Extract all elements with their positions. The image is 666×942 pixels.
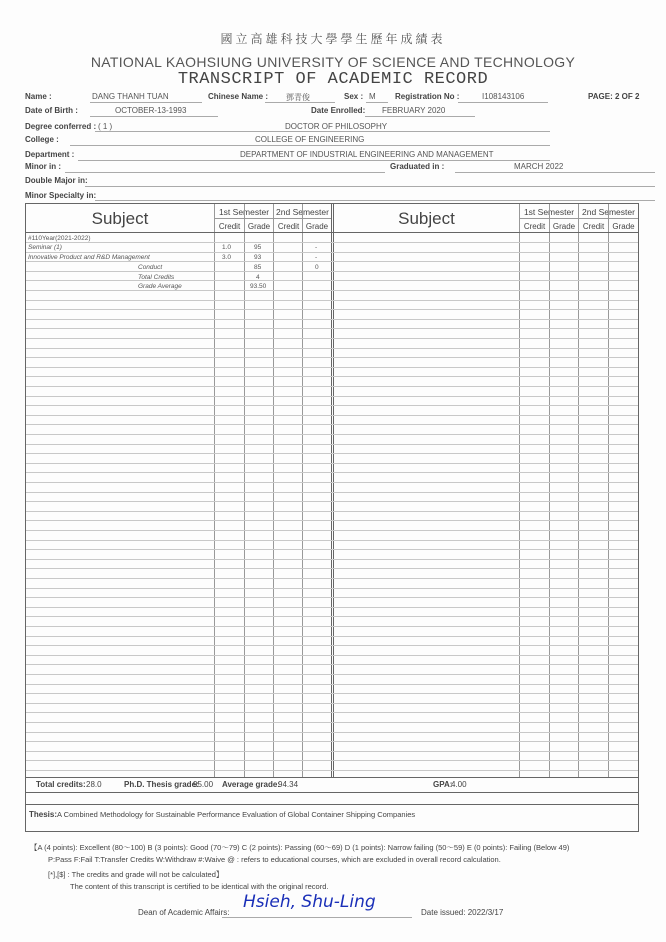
row-line xyxy=(26,568,638,569)
row-line xyxy=(26,607,638,608)
credit-header: Credit xyxy=(523,222,546,231)
grade-header: Grade xyxy=(247,222,271,231)
date-issued: Date issued: 2022/3/17 xyxy=(421,908,504,917)
total-credits-summary: 28.0 xyxy=(86,780,102,789)
row-line xyxy=(26,588,638,589)
row-line xyxy=(26,520,638,521)
row-line xyxy=(26,386,638,387)
conduct-grade: 85 xyxy=(254,264,262,271)
total-credits-label: Total Credits xyxy=(138,274,175,281)
degree-number: ( 1 ) xyxy=(98,122,113,131)
row-line xyxy=(26,578,638,579)
name-label: Name : xyxy=(25,92,52,101)
degree-value: DOCTOR OF PHILOSOPHY xyxy=(285,122,388,131)
row-line xyxy=(26,300,638,301)
row-line xyxy=(26,732,638,733)
row-line xyxy=(26,492,638,493)
row-line xyxy=(26,770,638,771)
row-line xyxy=(26,559,638,560)
grade-header: Grade xyxy=(612,222,635,231)
grade-value: 95 xyxy=(254,244,262,251)
page-number: PAGE: 2 OF 2 xyxy=(588,92,640,101)
row-line xyxy=(26,415,638,416)
sex-label: Sex : xyxy=(344,92,364,101)
row-line xyxy=(26,597,638,598)
row-line xyxy=(26,501,638,502)
double-major-label: Double Major in: xyxy=(25,176,88,185)
year-heading: #110Year(2021-2022) xyxy=(28,235,91,242)
row-line xyxy=(26,396,638,397)
sem2-header-left: 2nd Semester xyxy=(276,207,329,217)
college-value: COLLEGE OF ENGINEERING xyxy=(255,135,365,144)
chinese-title: 國立高雄科技大學學生歷年成績表 xyxy=(220,32,446,46)
sem1-header-left: 1st Semester xyxy=(218,207,270,217)
row-line xyxy=(26,655,638,656)
graduated-label: Graduated in : xyxy=(390,162,445,171)
row-line xyxy=(26,664,638,665)
total-credits-summary-label: Total credits: xyxy=(36,780,86,789)
chinese-name-label: Chinese Name : xyxy=(208,92,269,101)
department-value: DEPARTMENT OF INDUSTRIAL ENGINEERING AND MANAGEMENT xyxy=(240,150,494,159)
calculation-note: [*],[$] : The credits and grade will not be calculated】 xyxy=(48,870,224,879)
subject-header-right: Subject xyxy=(398,209,455,228)
document-title: TRANSCRIPT OF ACADEMIC RECORD xyxy=(177,70,489,89)
college-label: College : xyxy=(25,135,59,144)
grade-codes: P:Pass F:Fail T:Transfer Credits W:Withdraw #:Waive @ : refers to educational courses, which are excluded in overall record calculation. xyxy=(48,855,501,864)
sem1-header-right: 1st Semester xyxy=(523,207,575,217)
conduct-label: Conduct xyxy=(138,264,163,271)
header-divider xyxy=(519,218,638,219)
thesis-grade: 95.00 xyxy=(193,780,214,789)
row-line xyxy=(26,472,638,473)
subject-name: Innovative Product and R&D Management xyxy=(28,254,150,261)
gpa-label: GPA: xyxy=(433,780,453,789)
enrolled-value: FEBRUARY 2020 xyxy=(382,106,446,115)
grades-table xyxy=(25,203,639,778)
minor-label: Minor in : xyxy=(25,162,61,171)
row-line xyxy=(26,453,638,454)
row-line xyxy=(26,252,638,253)
grade-value-sem2: - xyxy=(315,254,318,261)
average-grade-label: Average grade: xyxy=(222,780,280,789)
gpa-value: 4.00 xyxy=(451,780,467,789)
row-line xyxy=(26,684,638,685)
row-line xyxy=(26,290,638,291)
row-line xyxy=(26,463,638,464)
registration-number: I108143106 xyxy=(482,92,525,101)
row-line xyxy=(26,367,638,368)
thesis-label: Thesis: xyxy=(29,810,58,819)
dean-signature: Hsieh, Shu-Ling xyxy=(243,892,376,912)
row-line xyxy=(26,319,638,320)
row-line xyxy=(26,741,638,742)
thesis-row xyxy=(25,804,639,832)
sex-value: M xyxy=(369,92,376,101)
grade-value-sem2: - xyxy=(315,244,318,251)
graduated-value: MARCH 2022 xyxy=(514,162,564,171)
summary-row xyxy=(25,776,639,793)
chinese-name: 鄧青俊 xyxy=(286,93,310,102)
grade-average-label: Grade Average xyxy=(138,283,182,290)
row-line xyxy=(26,549,638,550)
row-line xyxy=(26,626,638,627)
university-name: NATIONAL KAOHSIUNG UNIVERSITY OF SCIENCE AND TECHNOLOGY xyxy=(90,54,576,70)
header-bottom xyxy=(26,232,638,233)
certification-note: The content of this transcript is certified to be identical with the original record. xyxy=(70,882,329,891)
row-line xyxy=(26,674,638,675)
row-line xyxy=(26,348,638,349)
sem2-header-right: 2nd Semester xyxy=(582,207,635,217)
row-line xyxy=(26,376,638,377)
department-label: Department : xyxy=(25,150,75,159)
row-line xyxy=(26,511,638,512)
grade-average-value: 93.50 xyxy=(250,283,267,290)
grade-header: Grade xyxy=(552,222,576,231)
row-line xyxy=(26,328,638,329)
row-line xyxy=(26,751,638,752)
header-divider xyxy=(214,218,331,219)
row-line xyxy=(26,693,638,694)
row-line xyxy=(26,271,638,272)
row-line xyxy=(26,712,638,713)
row-line xyxy=(26,280,638,281)
credit-header: Credit xyxy=(582,222,605,231)
grading-scale: 【A (4 points): Excellent (80～100) B (3 points): Good (70～79) C (2 points): Passing (60～69) D (1 points): Narrow failing (50～59) E (0 points): Failing (Below 49) xyxy=(30,843,570,852)
dob-value: OCTOBER-13-1993 xyxy=(115,106,187,115)
total-credits-value: 4 xyxy=(256,274,260,281)
row-line xyxy=(26,636,638,637)
row-line xyxy=(26,357,638,358)
row-line xyxy=(26,444,638,445)
grade-header: Grade xyxy=(305,222,329,231)
row-line xyxy=(26,242,638,243)
average-grade: 94.34 xyxy=(278,780,299,789)
enrolled-label: Date Enrolled: xyxy=(311,106,366,115)
row-line xyxy=(26,760,638,761)
row-line xyxy=(26,645,638,646)
thesis-grade-label: Ph.D. Thesis grade: xyxy=(124,780,199,789)
row-line xyxy=(26,424,638,425)
row-line xyxy=(26,540,638,541)
credit-value: 1.0 xyxy=(222,244,232,251)
row-line xyxy=(26,530,638,531)
thesis-title: A Combined Methodology for Sustainable Performance Evaluation of Global Container Shipping Companies xyxy=(57,810,416,819)
row-line xyxy=(26,616,638,617)
dob-label: Date of Birth : xyxy=(25,106,78,115)
row-line xyxy=(26,722,638,723)
row-line xyxy=(26,309,638,310)
credit-header: Credit xyxy=(218,222,241,231)
credit-header: Credit xyxy=(277,222,300,231)
row-line xyxy=(26,338,638,339)
subject-header-left: Subject xyxy=(91,209,149,228)
row-line xyxy=(26,261,638,262)
subject-name: Seminar (1) xyxy=(28,244,62,251)
row-line xyxy=(26,405,638,406)
conduct-grade-sem2: 0 xyxy=(315,264,319,271)
student-name: DANG THANH TUAN xyxy=(92,92,169,101)
row-line xyxy=(26,434,638,435)
row-line xyxy=(26,703,638,704)
dean-label: Dean of Academic Affairs: xyxy=(138,908,230,917)
minor-specialty-label: Minor Specialty in: xyxy=(25,191,97,200)
degree-label: Degree conferred : xyxy=(25,122,97,131)
row-line xyxy=(26,482,638,483)
credit-value: 3.0 xyxy=(222,254,232,261)
registration-label: Registration No : xyxy=(395,92,460,101)
grade-value: 93 xyxy=(254,254,262,261)
